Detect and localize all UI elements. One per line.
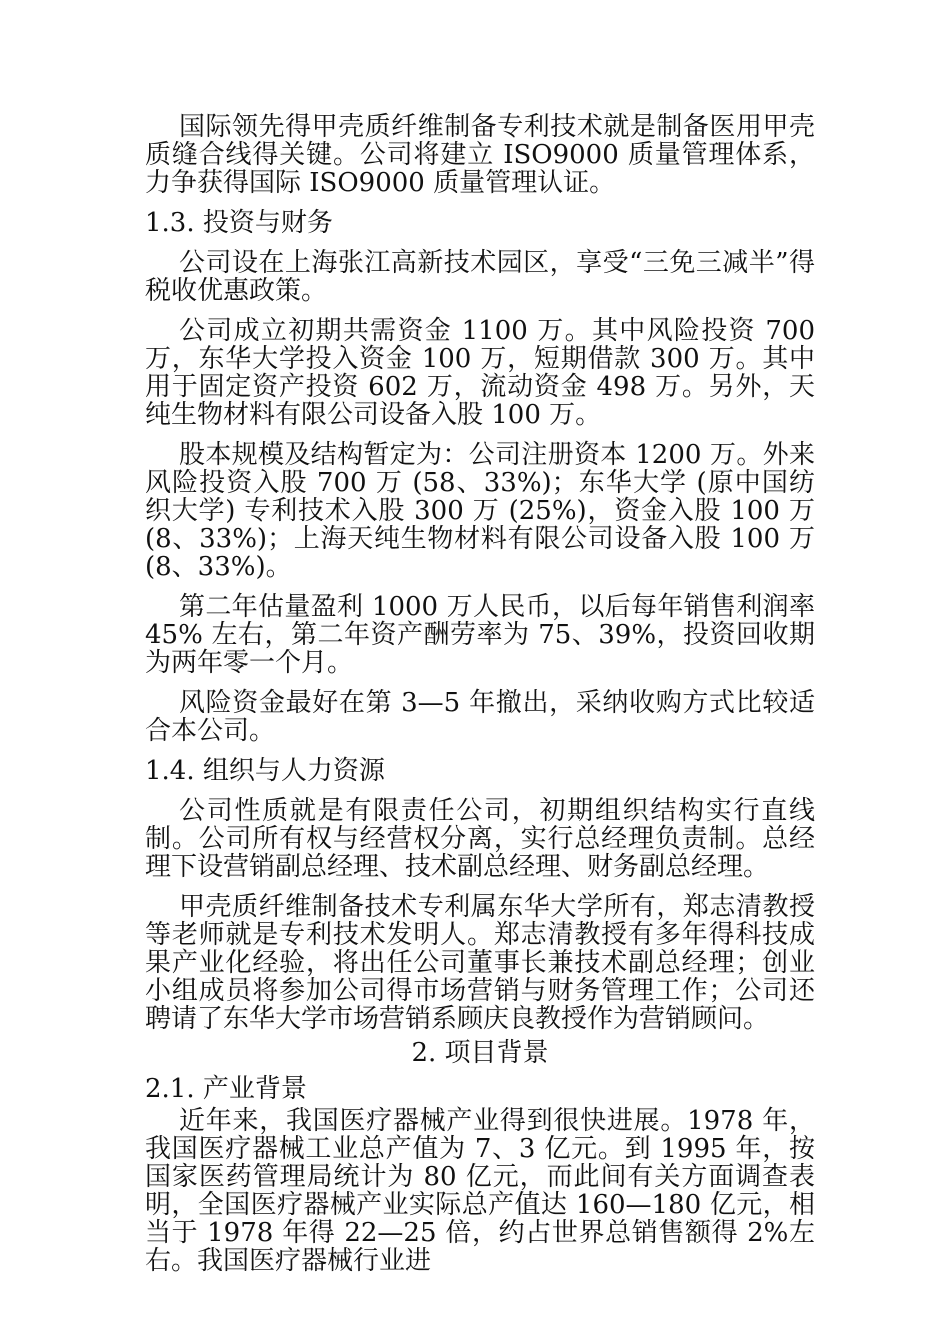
heading-industry-background: 2.1. 产业背景 <box>145 1074 307 1104</box>
paragraph-company-nature: 公司性质就是有限责任公司，初期组织结构实行直线制。公司所有权与经营权分离，实行总经理负责制。总经理下设营销副总经理、技术副总经理、财务副总经理。 <box>145 796 815 882</box>
document-page <box>145 113 815 1287</box>
paragraph-equity-structure: 股本规模及结构暂定为：公司注册资本 1200 万。外来风险投资入股 700 万 (58、33%)；东华大学 (原中国纺织大学) 专利技术入股 300 万 (25%)，资金入股 100 万 (8、33%)；上海天纯生物材料有限公司设备入股 100 万 (8、33%)。 <box>145 440 815 582</box>
heading-organization-hr: 1.4. 组织与人力资源 <box>145 756 385 786</box>
heading-project-background: 2. 项目背景 <box>411 1038 549 1068</box>
paragraph-iso: 国际领先得甲壳质纤维制备专利技术就是制备医用甲壳质缝合线得关键。公司将建立 ISO9000 质量管理体系，力争获得国际 ISO9000 质量管理认证。 <box>145 112 815 198</box>
paragraph-exit-strategy: 风险资金最好在第 3—5 年撤出，采纳收购方式比较适合本公司。 <box>145 688 815 746</box>
paragraph-patent-team: 甲壳质纤维制备技术专利属东华大学所有，郑志清教授等老师就是专利技术发明人。郑志清教授有多年得科技成果产业化经验，将出任公司董事长兼技术副总经理；创业小组成员将参加公司得市场营销与财务管理工作；公司还聘请了东华大学市场营销系顾庆良教授作为营销顾问。 <box>145 892 815 1034</box>
paragraph-location: 公司设在上海张江高新技术园区，享受“三免三减半”得税收优惠政策。 <box>145 248 815 306</box>
paragraph-industry-growth: 近年来，我国医疗器械产业得到很快进展。1978 年，我国医疗器械工业总产值为 7、3 亿元。到 1995 年，按国家医药管理局统计为 80 亿元，而此间有关方面调查表明，全国医疗器械产业实际总产值达 160—180 亿元，相当于 1978 年得 22—25 倍，约占世界总销售额得 2%左右。我国医疗器械行业进 <box>145 1106 815 1276</box>
paragraph-profit-forecast: 第二年估量盈利 1000 万人民币，以后每年销售利润率 45% 左右，第二年资产酬劳率为 75、39%，投资回收期为两年零一个月。 <box>145 592 815 678</box>
heading-investment-finance: 1.3. 投资与财务 <box>145 208 333 238</box>
paragraph-initial-funding: 公司成立初期共需资金 1100 万。其中风险投资 700 万，东华大学投入资金 100 万，短期借款 300 万。其中用于固定资产投资 602 万，流动资金 498 万。另外，天纯生物材料有限公司设备入股 100 万。 <box>145 316 815 430</box>
